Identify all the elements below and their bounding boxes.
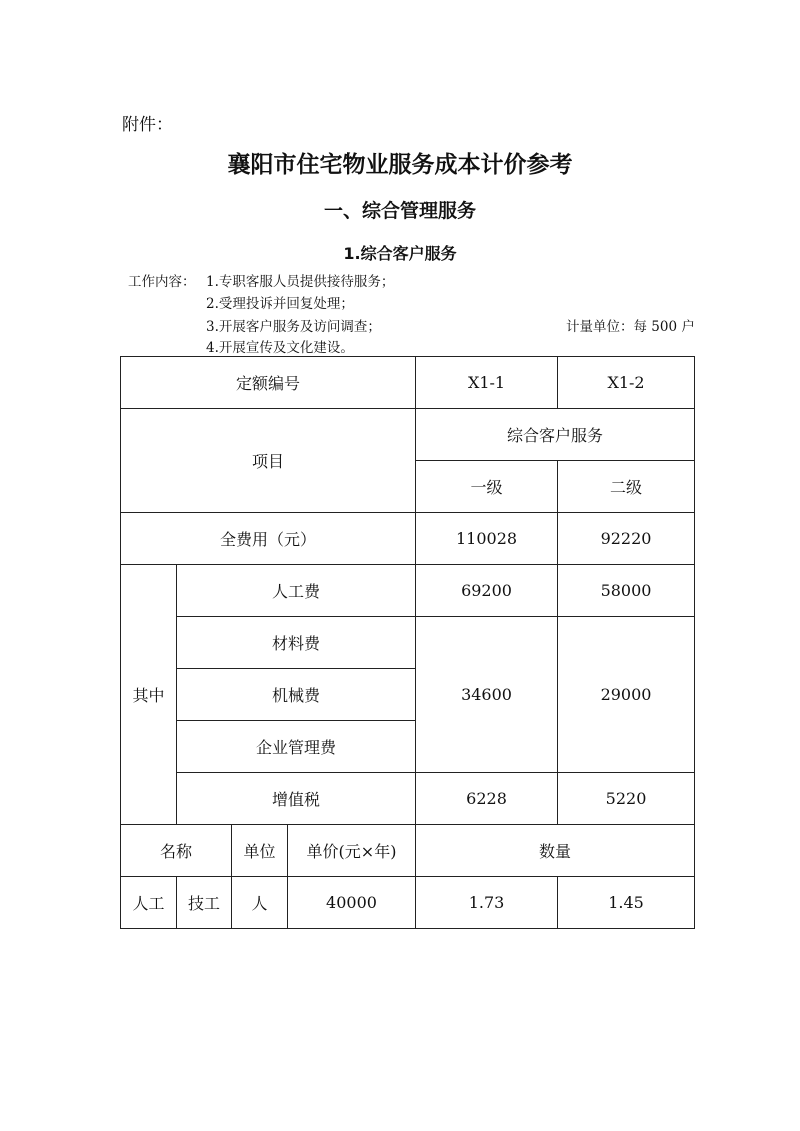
combined-cost-1: 34600 <box>416 617 558 773</box>
attachment-label: 附件： <box>122 115 173 135</box>
resource-unit: 人 <box>232 877 288 929</box>
page-title: 襄阳市住宅物业服务成本计价参考 <box>227 152 573 178</box>
cost-table <box>120 356 695 929</box>
labor-resource-row <box>121 877 695 929</box>
resource-quantity-2: 1.45 <box>558 877 695 929</box>
material-cost-row <box>121 617 695 669</box>
name-header: 名称 <box>121 825 232 877</box>
labor-cost-2: 58000 <box>558 565 695 617</box>
material-cost-label: 材料费 <box>177 617 416 669</box>
resource-labor: 人工 <box>121 877 177 929</box>
quota-code-label: 定额编号 <box>121 357 416 409</box>
total-cost-2: 92220 <box>558 513 695 565</box>
total-cost-label: 全费用（元） <box>121 513 416 565</box>
combined-cost-2: 29000 <box>558 617 695 773</box>
resource-technician: 技工 <box>177 877 232 929</box>
vat-label: 增值税 <box>177 773 416 825</box>
work-item-3: 3.开展客户服务及访问调查； <box>206 319 381 335</box>
project-label: 项目 <box>121 409 416 513</box>
project-row <box>121 409 695 461</box>
total-cost-row <box>121 513 695 565</box>
vat-1: 6228 <box>416 773 558 825</box>
machine-cost-label: 机械费 <box>177 669 416 721</box>
resource-quantity-1: 1.73 <box>416 877 558 929</box>
vat-2: 5220 <box>558 773 695 825</box>
section-heading: 一、综合管理服务 <box>323 200 476 222</box>
quantity-header: 数量 <box>416 825 695 877</box>
work-content-label: 工作内容： <box>128 274 196 290</box>
work-item-4: 4.开展宣传及文化建设。 <box>206 340 354 356</box>
quota-code-1: X1-1 <box>416 357 558 409</box>
labor-cost-label: 人工费 <box>177 565 416 617</box>
vat-row <box>121 773 695 825</box>
labor-cost-row <box>121 565 695 617</box>
total-cost-1: 110028 <box>416 513 558 565</box>
resource-header-row <box>121 825 695 877</box>
quota-code-row <box>121 357 695 409</box>
subsection-heading: 1.综合客户服务 <box>343 244 457 263</box>
level-1: 一级 <box>416 461 558 513</box>
level-2: 二级 <box>558 461 695 513</box>
measurement-unit: 计量单位：每 500 户 <box>566 319 695 335</box>
service-name: 综合客户服务 <box>416 409 695 461</box>
labor-cost-1: 69200 <box>416 565 558 617</box>
resource-price: 40000 <box>288 877 416 929</box>
quota-code-2: X1-2 <box>558 357 695 409</box>
work-item-1: 1.专职客服人员提供接待服务； <box>206 274 395 290</box>
management-cost-label: 企业管理费 <box>177 721 416 773</box>
of-which-label: 其中 <box>121 565 177 825</box>
work-item-2: 2.受理投诉并回复处理； <box>206 296 354 312</box>
unit-header: 单位 <box>232 825 288 877</box>
price-header: 单价(元×年) <box>288 825 416 877</box>
